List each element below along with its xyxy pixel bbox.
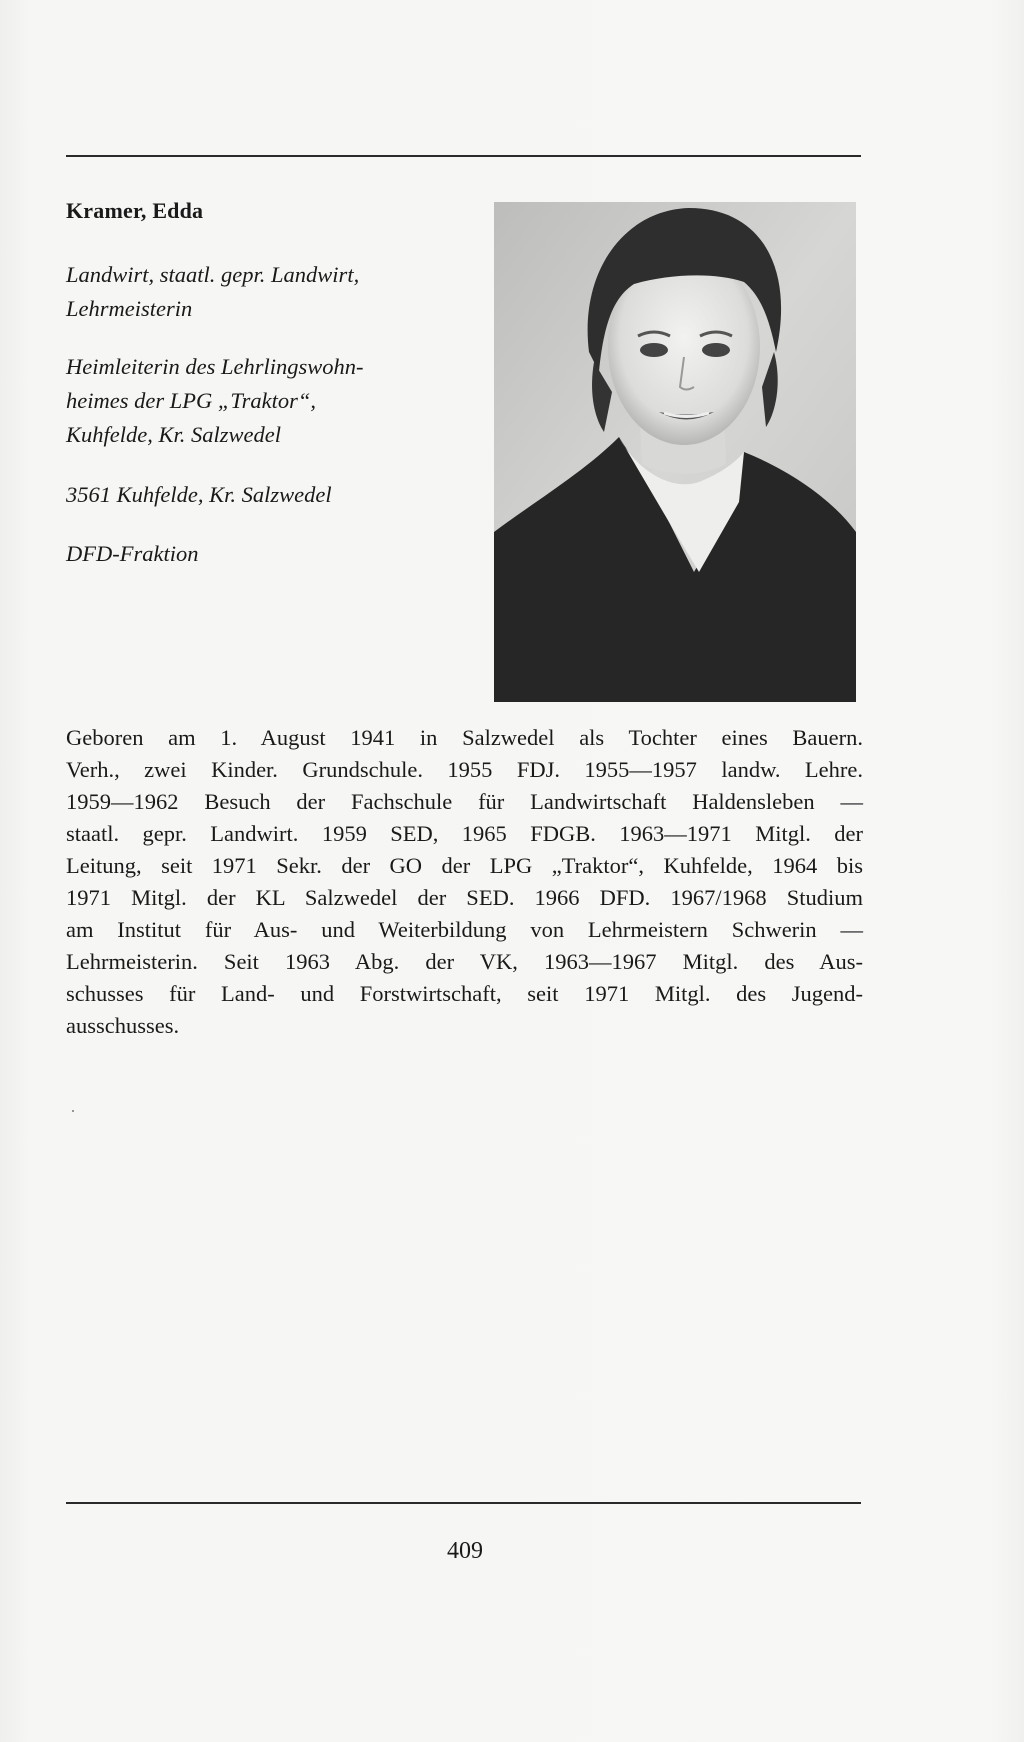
biography-line: staatl. gepr. Landwirt. 1959 SED, 1965 FDGB. 1963—1971 Mitgl. der — [66, 821, 863, 846]
address: 3561 Kuhfelde, Kr. Salzwedel — [66, 482, 332, 507]
biography-line: Leitung, seit 1971 Sekr. der GO der LPG „Traktor“, Kuhfelde, 1964 bis — [66, 853, 863, 878]
biography — [66, 722, 863, 1042]
biography-line: Geboren am 1. August 1941 in Salzwedel als Tochter eines Bauern. — [66, 725, 863, 750]
biography-line: schusses für Land- und Forstwirtschaft, seit 1971 Mitgl. des Jugend- — [66, 981, 863, 1006]
person-name: Kramer, Edda — [66, 198, 204, 223]
current-position: Heimleiterin des Lehrlingswohn- heimes der LPG „Traktor“, Kuhfelde, Kr. Salzwedel — [66, 354, 364, 447]
bottom-rule — [66, 1502, 861, 1504]
biography-line: ausschusses. — [66, 1013, 180, 1038]
scan-speck — [72, 1110, 74, 1112]
biography-line: 1959—1962 Besuch der Fachschule für Landwirtschaft Haldensleben — — [66, 789, 863, 814]
portrait-photo — [494, 202, 856, 702]
top-rule — [66, 155, 861, 157]
biography-line: Lehrmeisterin. Seit 1963 Abg. der VK, 1963—1967 Mitgl. des Aus- — [66, 949, 863, 974]
portrait-image — [494, 202, 856, 702]
biography-line: 1971 Mitgl. der KL Salzwedel der SED. 1966 DFD. 1967/1968 Studium — [66, 885, 863, 910]
page-number: 409 — [447, 1538, 483, 1564]
biography-line: Verh., zwei Kinder. Grundschule. 1955 FDJ. 1955—1957 landw. Lehre. — [66, 757, 863, 782]
biography-line: am Institut für Aus- und Weiterbildung von Lehrmeistern Schwerin — — [66, 917, 863, 942]
faction: DFD-Fraktion — [66, 541, 199, 566]
profession: Landwirt, staatl. gepr. Landwirt, Lehrmeisterin — [66, 262, 360, 321]
